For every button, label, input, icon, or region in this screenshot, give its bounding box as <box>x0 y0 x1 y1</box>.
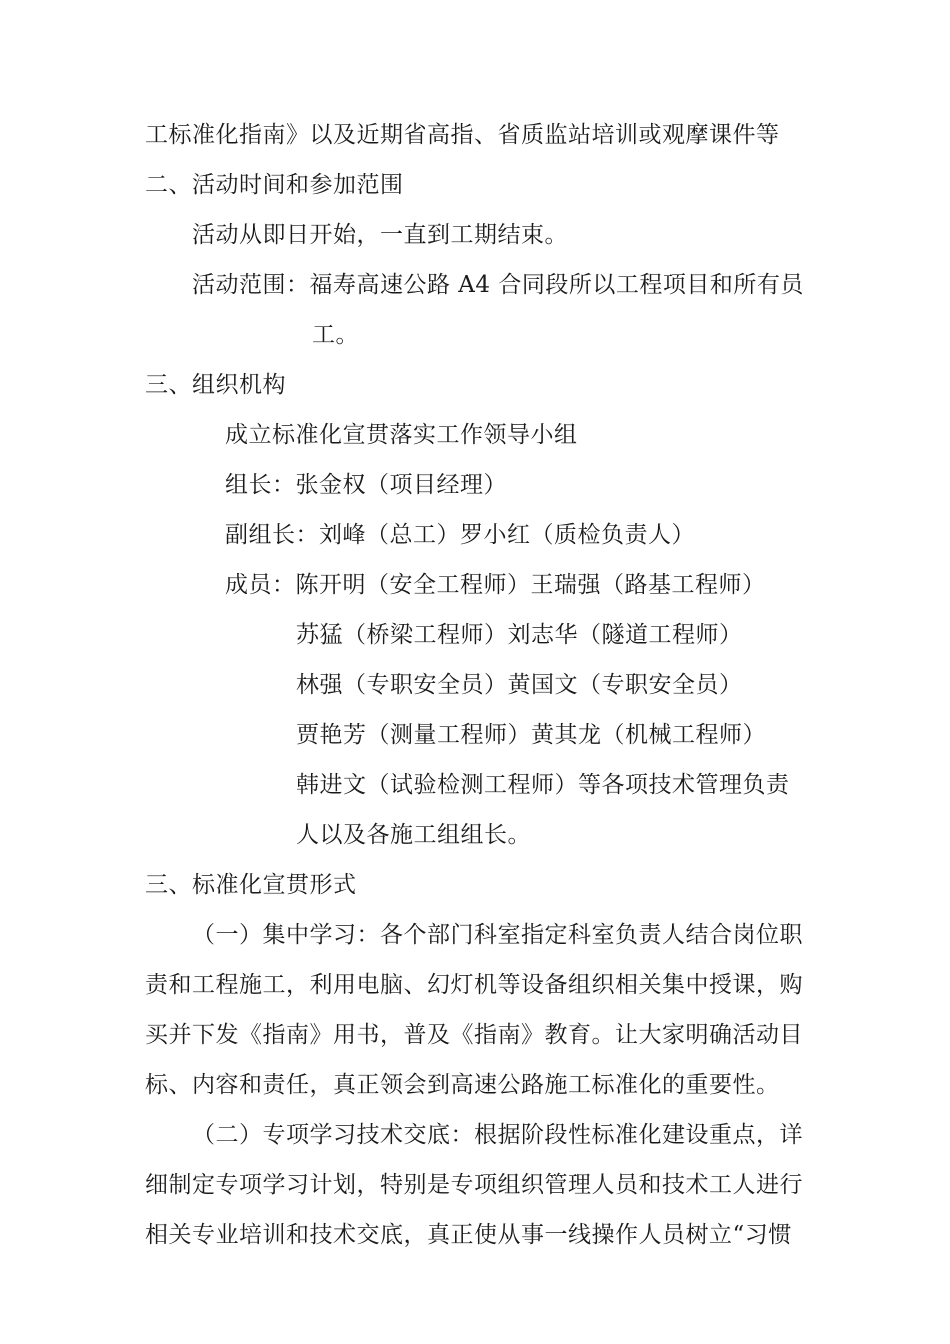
body-text-line: 成立标准化宣贯落实工作领导小组 <box>225 422 578 448</box>
body-text-line: 相关专业培训和技术交底，真正使从事一线操作人员树立“习惯 <box>145 1222 792 1248</box>
body-text-line: 工。 <box>312 322 359 348</box>
body-text-line: （二）专项学习技术交底：根据阶段性标准化建设重点，详 <box>192 1122 803 1148</box>
body-text-line: 活动从即日开始，一直到工期结束。 <box>192 222 568 248</box>
body-text-line: 苏猛（桥梁工程师）刘志华（隧道工程师） <box>296 622 743 648</box>
body-text-line: 人以及各施工组组长。 <box>296 822 531 848</box>
body-text-line: 活动范围：福寿高速公路 A4 合同段所以工程项目和所有员 <box>192 272 804 298</box>
body-text-line: （一）集中学习：各个部门科室指定科室负责人结合岗位职 <box>192 922 803 948</box>
body-text-line: 韩进文（试验检测工程师）等各项技术管理负责 <box>296 772 790 798</box>
body-text-line: 细制定专项学习计划，特别是专项组织管理人员和技术工人进行 <box>145 1172 803 1198</box>
section-heading: 三、组织机构 <box>145 372 286 398</box>
body-text-line: 标、内容和责任，真正领会到高速公路施工标准化的重要性。 <box>145 1072 780 1098</box>
section-heading: 三、标准化宣贯形式 <box>145 872 357 898</box>
body-text-line: 组长：张金权（项目经理） <box>225 472 507 498</box>
body-text-line: 林强（专职安全员）黄国文（专职安全员） <box>296 672 743 698</box>
body-text-line: 工标准化指南》以及近期省高指、省质监站培训或观摩课件等 <box>145 122 780 148</box>
section-heading: 二、活动时间和参加范围 <box>145 172 404 198</box>
body-text-line: 买并下发《指南》用书，普及《指南》教育。让大家明确活动目 <box>145 1022 803 1048</box>
body-text-line: 责和工程施工，利用电脑、幻灯机等设备组织相关集中授课，购 <box>145 972 803 998</box>
body-text-line: 成员：陈开明（安全工程师）王瑞强（路基工程师） <box>225 572 766 598</box>
body-text-line: 副组长：刘峰（总工）罗小红（质检负责人） <box>225 522 695 548</box>
body-text-line: 贾艳芳（测量工程师）黄其龙（机械工程师） <box>296 722 766 748</box>
